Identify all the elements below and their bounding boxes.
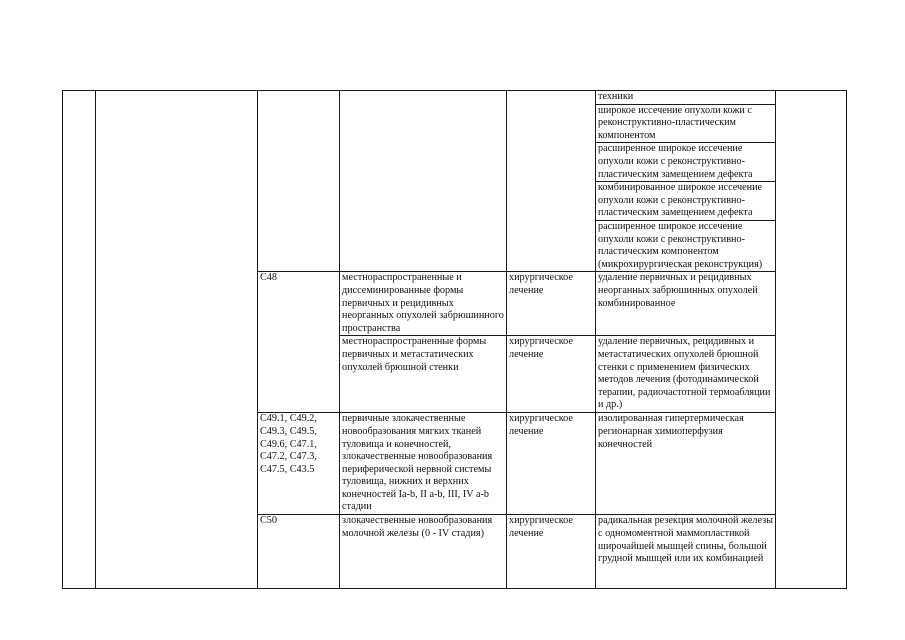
method-cell: удаление первичных и рецидивных неорганных забрюшинных опухолей комбинированное: [596, 272, 776, 336]
group-cell: [96, 91, 258, 589]
medical-procedures-table: [62, 90, 847, 589]
condition-cell: первичные злокачественные новообразования мягких тканей туловища и конечностей, злокачественные новообразования периферической нервной системы туловища, нижних и верхних конечностей Ia-b, II a-b, III, IV a-b стадии: [340, 413, 507, 515]
code-cell: C50: [258, 515, 340, 589]
method-cell: расширенное широкое иссечение опухоли кожи с реконструктивно-пластическим компонентом (микрохирургическая реконструкция): [596, 220, 776, 271]
method-cell: комбинированное широкое иссечение опухоли кожи с реконструктивно-пластическим замещением дефекта: [596, 182, 776, 221]
code-cell: C49.1, C49.2, C49.3, C49.5, C49.6, C47.1, C47.2, C47.3, C47.5, C43.5: [258, 413, 340, 515]
method-cell: техники: [596, 91, 776, 105]
treatment-type-cell: хирургическое лечение: [507, 272, 596, 336]
treatment-type-cell: хирургическое лечение: [507, 413, 596, 515]
index-cell: [63, 91, 96, 589]
method-cell: широкое иссечение опухоли кожи с реконструктивно-пластическим компонентом: [596, 104, 776, 143]
condition-cell: местнораспространенные формы первичных и метастатических опухолей брюшной стенки: [340, 336, 507, 413]
method-cell: расширенное широкое иссечение опухоли кожи с реконструктивно-пластическим замещением дефекта: [596, 143, 776, 182]
treatment-type-cell: хирургическое лечение: [507, 515, 596, 589]
table-row: [63, 91, 847, 105]
method-cell: изолированная гипертермическая регионарная химиоперфузия конечностей: [596, 413, 776, 515]
treatment-type-cell: хирургическое лечение: [507, 336, 596, 413]
condition-cell: злокачественные новообразования молочной железы (0 - IV стадия): [340, 515, 507, 589]
code-cell: [258, 91, 340, 272]
condition-cell: [340, 91, 507, 272]
method-cell: удаление первичных, рецидивных и метастатических опухолей брюшной стенки с применением физических методов лечения (фотодинамической терапии, радиочастотной термоабляции и др.): [596, 336, 776, 413]
treatment-type-cell: [507, 91, 596, 272]
extra-cell: [776, 91, 847, 589]
condition-cell: местнораспространенные и диссеминированные формы первичных и рецидивных неорганных опухолей забрюшинного пространства: [340, 272, 507, 336]
code-cell: C48: [258, 272, 340, 413]
method-cell: радикальная резекция молочной железы с одномоментной маммопластикой широчайшей мышцей спины, большой грудной мышцей или их комбинацией: [596, 515, 776, 589]
